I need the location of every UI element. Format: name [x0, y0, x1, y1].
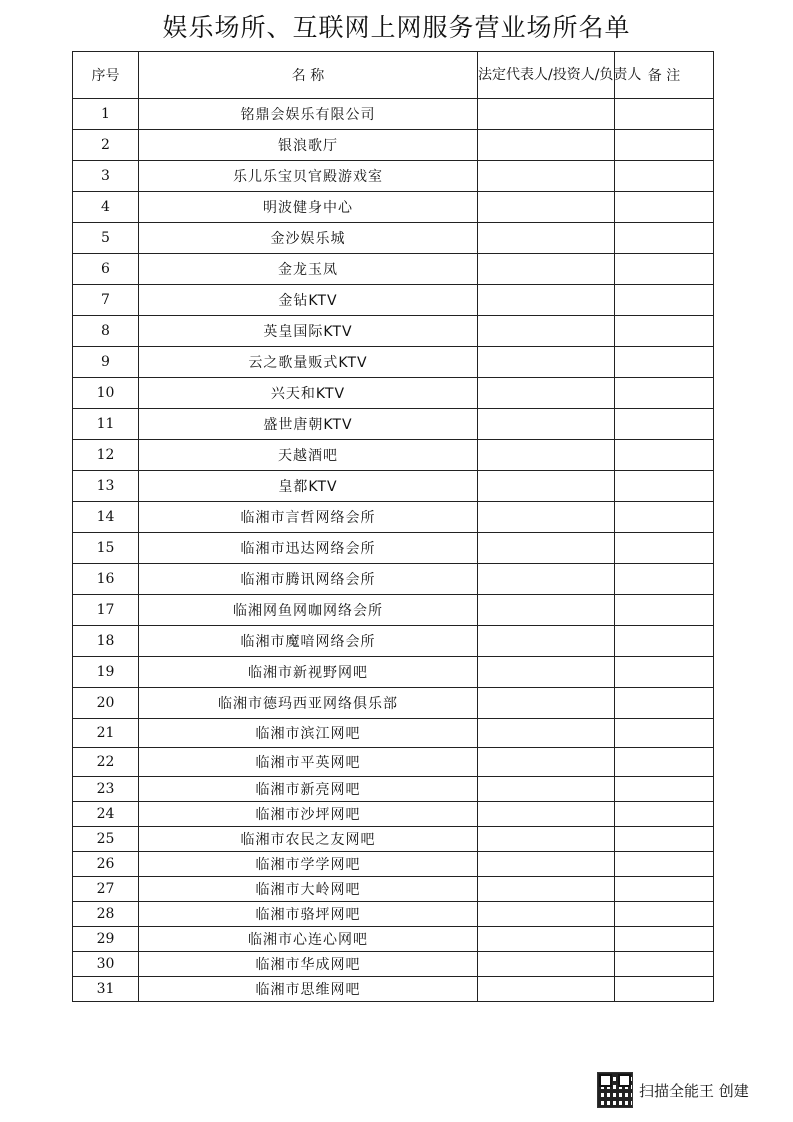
row-seq: 8 [73, 316, 139, 347]
row-name: 临湘市华成网吧 [139, 952, 478, 977]
row-representative [478, 877, 615, 902]
table-header-row [73, 52, 714, 99]
row-remarks [615, 223, 714, 254]
row-representative [478, 748, 615, 777]
row-representative [478, 827, 615, 852]
row-representative [478, 564, 615, 595]
row-remarks [615, 977, 714, 1002]
table-row [73, 877, 714, 902]
row-remarks [615, 378, 714, 409]
row-representative [478, 99, 615, 130]
table-row [73, 952, 714, 977]
row-remarks [615, 347, 714, 378]
row-representative [478, 802, 615, 827]
row-representative [478, 927, 615, 952]
row-representative [478, 777, 615, 802]
row-name: 临湘市德玛西亚网络俱乐部 [139, 688, 478, 719]
row-name: 临湘市魔喑网络会所 [139, 626, 478, 657]
row-remarks [615, 719, 714, 748]
table-row [73, 285, 714, 316]
row-seq: 3 [73, 161, 139, 192]
watermark-text: 扫描全能王 创建 [639, 1081, 749, 1100]
header-remarks: 备 注 [615, 52, 714, 99]
row-representative [478, 595, 615, 626]
row-name: 临湘市大岭网吧 [139, 877, 478, 902]
row-name: 临湘市滨江网吧 [139, 719, 478, 748]
row-name: 临湘市沙坪网吧 [139, 802, 478, 827]
row-representative [478, 657, 615, 688]
row-seq: 13 [73, 471, 139, 502]
row-representative [478, 502, 615, 533]
table-row [73, 347, 714, 378]
row-name: 盛世唐朝KTV [139, 409, 478, 440]
row-remarks [615, 927, 714, 952]
table-row [73, 688, 714, 719]
table-row [73, 595, 714, 626]
row-representative [478, 161, 615, 192]
row-representative [478, 471, 615, 502]
table-row [73, 802, 714, 827]
row-representative [478, 347, 615, 378]
row-remarks [615, 409, 714, 440]
qr-code-icon [597, 1072, 633, 1108]
table-row [73, 223, 714, 254]
row-seq: 2 [73, 130, 139, 161]
table-row [73, 533, 714, 564]
row-name: 英皇国际KTV [139, 316, 478, 347]
row-representative [478, 316, 615, 347]
header-seq: 序号 [73, 52, 139, 99]
row-seq: 10 [73, 378, 139, 409]
row-representative [478, 285, 615, 316]
row-remarks [615, 471, 714, 502]
row-remarks [615, 564, 714, 595]
row-seq: 12 [73, 440, 139, 471]
row-representative [478, 440, 615, 471]
row-representative [478, 626, 615, 657]
row-representative [478, 719, 615, 748]
row-seq: 24 [73, 802, 139, 827]
row-seq: 28 [73, 902, 139, 927]
table-row [73, 564, 714, 595]
row-remarks [615, 902, 714, 927]
table-row [73, 719, 714, 748]
row-name: 银浪歌厅 [139, 130, 478, 161]
row-name: 临湘市新亮网吧 [139, 777, 478, 802]
table-row [73, 440, 714, 471]
row-representative [478, 688, 615, 719]
row-representative [478, 254, 615, 285]
row-remarks [615, 852, 714, 877]
table-row [73, 852, 714, 877]
table-row [73, 161, 714, 192]
row-name: 金龙玉凤 [139, 254, 478, 285]
row-representative [478, 378, 615, 409]
row-seq: 26 [73, 852, 139, 877]
row-representative [478, 130, 615, 161]
row-seq: 14 [73, 502, 139, 533]
row-name: 临湘市学学网吧 [139, 852, 478, 877]
row-name: 临湘市农民之友网吧 [139, 827, 478, 852]
row-name: 兴天和KTV [139, 378, 478, 409]
row-name: 临湘市新视野网吧 [139, 657, 478, 688]
row-name: 金钻KTV [139, 285, 478, 316]
row-name: 临湘市心连心网吧 [139, 927, 478, 952]
table-row [73, 626, 714, 657]
row-remarks [615, 440, 714, 471]
table-row [73, 502, 714, 533]
row-name: 临湘市平英网吧 [139, 748, 478, 777]
row-representative [478, 223, 615, 254]
row-seq: 22 [73, 748, 139, 777]
table-row [73, 977, 714, 1002]
row-remarks [615, 748, 714, 777]
row-remarks [615, 192, 714, 223]
row-remarks [615, 827, 714, 852]
table-row [73, 777, 714, 802]
row-remarks [615, 130, 714, 161]
row-seq: 27 [73, 877, 139, 902]
table-row [73, 378, 714, 409]
row-seq: 20 [73, 688, 139, 719]
row-remarks [615, 316, 714, 347]
row-name: 乐儿乐宝贝官殿游戏室 [139, 161, 478, 192]
row-remarks [615, 657, 714, 688]
row-seq: 25 [73, 827, 139, 852]
row-name: 天越酒吧 [139, 440, 478, 471]
row-remarks [615, 802, 714, 827]
row-representative [478, 192, 615, 223]
row-seq: 17 [73, 595, 139, 626]
row-name: 铭鼎会娱乐有限公司 [139, 99, 478, 130]
header-representative: 法定代表人/投资人/负责人 [478, 52, 615, 99]
table-row [73, 192, 714, 223]
row-remarks [615, 502, 714, 533]
row-remarks [615, 952, 714, 977]
row-remarks [615, 688, 714, 719]
row-seq: 15 [73, 533, 139, 564]
row-name: 临湘市迅达网络会所 [139, 533, 478, 564]
table-row [73, 748, 714, 777]
row-seq: 1 [73, 99, 139, 130]
row-name: 云之歌量贩式KTV [139, 347, 478, 378]
row-seq: 29 [73, 927, 139, 952]
row-representative [478, 952, 615, 977]
row-representative [478, 852, 615, 877]
row-name: 皇都KTV [139, 471, 478, 502]
table-row [73, 657, 714, 688]
row-name: 临湘市言哲网络会所 [139, 502, 478, 533]
row-seq: 11 [73, 409, 139, 440]
table-row [73, 902, 714, 927]
row-remarks [615, 777, 714, 802]
row-name: 临湘市思维网吧 [139, 977, 478, 1002]
row-seq: 16 [73, 564, 139, 595]
row-representative [478, 902, 615, 927]
row-seq: 23 [73, 777, 139, 802]
row-seq: 6 [73, 254, 139, 285]
table-row [73, 130, 714, 161]
row-representative [478, 533, 615, 564]
row-remarks [615, 626, 714, 657]
table-row [73, 927, 714, 952]
row-seq: 31 [73, 977, 139, 1002]
row-remarks [615, 99, 714, 130]
scanner-watermark [597, 1071, 749, 1109]
row-seq: 4 [73, 192, 139, 223]
table-row [73, 409, 714, 440]
row-seq: 30 [73, 952, 139, 977]
row-name: 金沙娱乐城 [139, 223, 478, 254]
row-representative [478, 977, 615, 1002]
row-seq: 5 [73, 223, 139, 254]
table-row [73, 316, 714, 347]
venue-table [72, 51, 714, 1002]
row-name: 临湘市骆坪网吧 [139, 902, 478, 927]
row-remarks [615, 533, 714, 564]
row-seq: 7 [73, 285, 139, 316]
row-name: 临湘网鱼网咖网络会所 [139, 595, 478, 626]
row-remarks [615, 254, 714, 285]
row-remarks [615, 595, 714, 626]
row-name: 明波健身中心 [139, 192, 478, 223]
table-body [73, 99, 714, 1002]
row-remarks [615, 285, 714, 316]
table-row [73, 471, 714, 502]
row-name: 临湘市腾讯网络会所 [139, 564, 478, 595]
row-seq: 18 [73, 626, 139, 657]
row-representative [478, 409, 615, 440]
table-row [73, 827, 714, 852]
document-title: 娱乐场所、互联网上网服务营业场所名单 [162, 13, 631, 42]
row-seq: 9 [73, 347, 139, 378]
row-remarks [615, 161, 714, 192]
table-row [73, 99, 714, 130]
row-seq: 21 [73, 719, 139, 748]
table-row [73, 254, 714, 285]
row-remarks [615, 877, 714, 902]
row-seq: 19 [73, 657, 139, 688]
header-name: 名 称 [139, 52, 478, 99]
